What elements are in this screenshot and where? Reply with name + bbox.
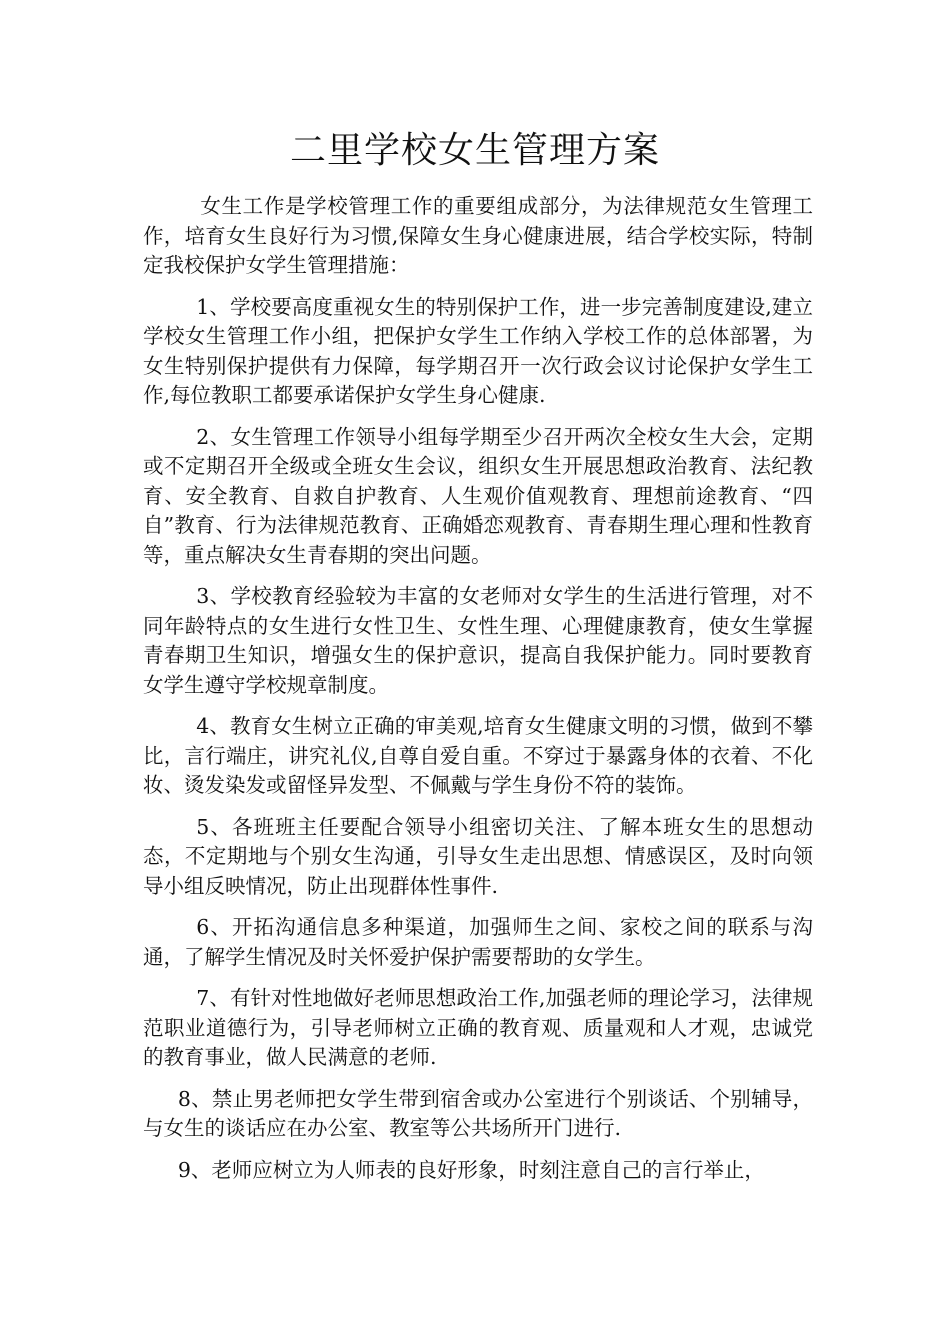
- item-paragraph-6: 6、开拓沟通信息多种渠道，加强师生之间、家校之间的联系与沟通，了解学生情况及时关怀爱护保护需要帮助的女学生。: [143, 915, 813, 969]
- item-paragraph-9: 9、老师应树立为人师表的良好形象，时刻注意自己的言行举止，: [177, 1157, 765, 1182]
- item-paragraph-2: 2、女生管理工作领导小组每学期至少召开两次全校女生大会，定期或不定期召开全级或全班女生会议，组织女生开展思想政治教育、法纪教育、安全教育、自救自护教育、人生观价值观教育、理想前途教育、“四自”教育、行为法律规范教育、正确婚恋观教育、青春期生理心理和性教育等，重点解决女生青春期的突出问题。: [143, 424, 813, 567]
- item-paragraph-7: 7、有针对性地做好老师思想政治工作,加强老师的理论学习，法律规范职业道德行为，引导老师树立正确的教育观、质量观和人才观，忠诚党的教育事业，做人民满意的老师.: [143, 986, 813, 1069]
- document-title: 二里学校女生管理方案: [289, 130, 660, 171]
- item-paragraph-4: 4、教育女生树立正确的审美观,培育女生健康文明的习惯，做到不攀比，言行端庄，讲究礼仪,自尊自爱自重。不穿过于暴露身体的衣着、不化妆、烫发染发或留怪异发型、不佩戴与学生身份不符的装饰。: [143, 714, 813, 797]
- item-paragraph-3: 3、学校教育经验较为丰富的女老师对女学生的生活进行管理，对不同年龄特点的女生进行女性卫生、女性生理、心理健康教育，使女生掌握青春期卫生知识，增强女生的保护意识，提高自我保护能力。同时要教育女学生遵守学校规章制度。: [143, 584, 813, 697]
- intro-paragraph: 女生工作是学校管理工作的重要组成部分，为法律规范女生管理工作，培育女生良好行为习惯,保障女生身心健康进展，结合学校实际，特制定我校保护女学生管理措施：: [143, 194, 813, 277]
- document-body: [143, 192, 813, 1197]
- item-paragraph-8: 8、禁止男老师把女学生带到宿舍或办公室进行个别谈话、个别辅导，与女生的谈话应在办公室、教室等公共场所开门进行.: [143, 1086, 813, 1140]
- item-paragraph-1: 1、学校要高度重视女生的特别保护工作，进一步完善制度建设,建立学校女生管理工作小组，把保护女学生工作纳入学校工作的总体部署，为女生特别保护提供有力保障，每学期召开一次行政会议讨论保护女学生工作,每位教职工都要承诺保护女学生身心健康.: [143, 294, 813, 407]
- item-paragraph-5: 5、各班班主任要配合领导小组密切关注、了解本班女生的思想动态，不定期地与个别女生沟通，引导女生走出思想、情感误区，及时向领导小组反映情况，防止出现群体性事件.: [143, 814, 813, 898]
